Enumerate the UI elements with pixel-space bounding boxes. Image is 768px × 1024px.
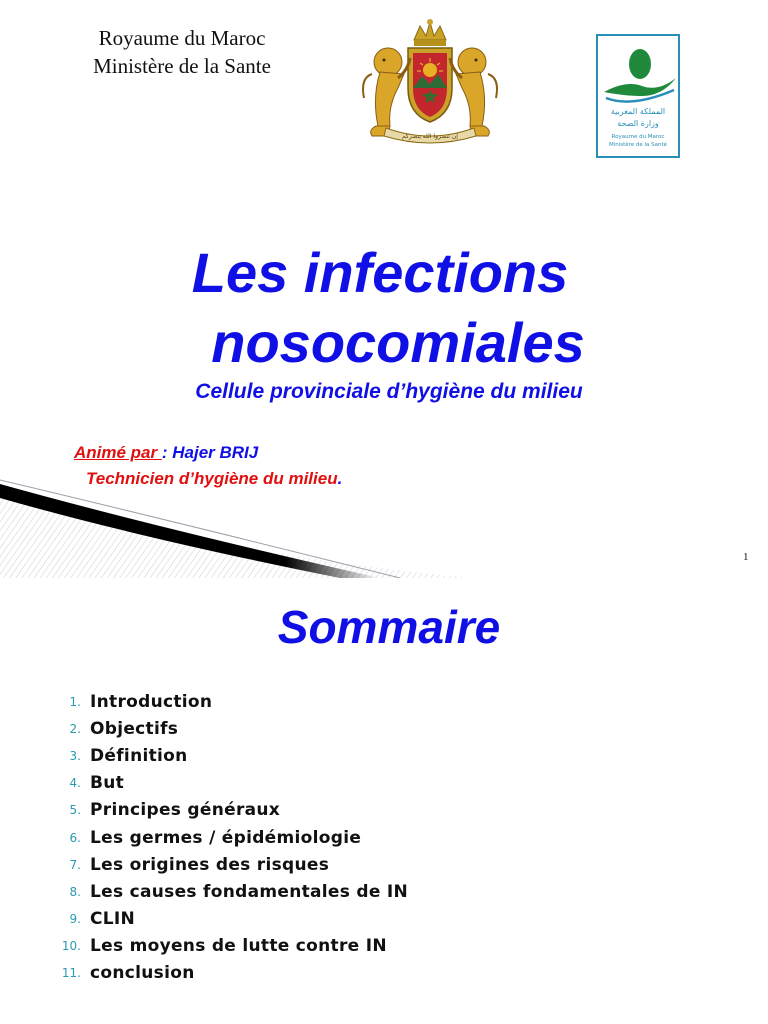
list-item-number: 7. (69, 857, 81, 872)
list-item (40, 742, 408, 769)
list-item-number: 10. (61, 939, 81, 954)
header-line-ministry: Ministère de la Sante (93, 54, 271, 78)
list-item-number: 1. (69, 694, 81, 709)
list-item (40, 824, 408, 851)
list-item-label: Les origines des risques (90, 854, 330, 875)
list-item (40, 851, 408, 878)
list-item-label: Les germes / épidémiologie (90, 827, 362, 848)
list-item (40, 715, 408, 742)
list-item (40, 878, 408, 905)
summary-slide (0, 578, 768, 1024)
presenter-role-text: Technicien d’hygiène du milieu (86, 469, 338, 488)
list-item-label: Les moyens de lutte contre IN (90, 936, 387, 957)
list-item-label: Les causes fondamentales de IN (90, 881, 409, 902)
list-item-number: 4. (69, 776, 81, 791)
presenter (74, 443, 258, 463)
ministry-logo (596, 34, 680, 158)
ministry-header (62, 24, 302, 80)
logo-latin-line1: Royaume du Maroc (611, 134, 665, 140)
slide-subtitle: Cellule provinciale d’hygiène du milieu (195, 380, 583, 403)
list-item-label: conclusion (90, 963, 195, 984)
presenter-label: Animé par (74, 443, 162, 462)
list-item (40, 960, 408, 987)
logo-latin-line2: Ministère de la Santé (608, 142, 668, 148)
list-item (40, 688, 408, 715)
list-item (40, 933, 408, 960)
list-item-number: 8. (69, 884, 81, 899)
list-item-label: CLIN (90, 909, 136, 930)
decorative-swoosh (0, 478, 480, 578)
list-item-label: Définition (90, 745, 188, 766)
list-item-number: 11. (61, 966, 81, 981)
logo-arabic-line1: المملكة المغربية (610, 107, 666, 116)
list-item-label: Objectifs (90, 718, 179, 739)
list-item (40, 770, 408, 797)
list-item (40, 906, 408, 933)
coat-of-arms-icon (358, 18, 502, 146)
coat-of-arms-motto: إن تنصروا الله ينصركم (402, 133, 458, 140)
list-item-number: 9. (69, 912, 81, 927)
slide-title-line2: nosocomiales (211, 311, 585, 374)
summary-title: Sommaire (277, 601, 501, 653)
logo-arabic-line2: وزارة الصحة (617, 119, 659, 128)
list-item-label: Principes généraux (90, 800, 281, 821)
list-item-number: 3. (69, 748, 81, 763)
header-line-kingdom: Royaume du Maroc (98, 26, 266, 50)
presenter-role-period: . (337, 469, 343, 488)
slide-title-line1: Les infections (191, 241, 569, 304)
list-item-number: 6. (69, 830, 81, 845)
list-item-label: But (90, 773, 125, 794)
list-item (40, 797, 408, 824)
presenter-name: : Hajer BRIJ (161, 443, 259, 462)
list-item-number: 5. (69, 803, 81, 818)
table-of-contents (40, 688, 408, 987)
page-number: 1 (743, 551, 749, 563)
list-item-number: 2. (69, 721, 81, 736)
list-item-label: Introduction (90, 691, 213, 712)
